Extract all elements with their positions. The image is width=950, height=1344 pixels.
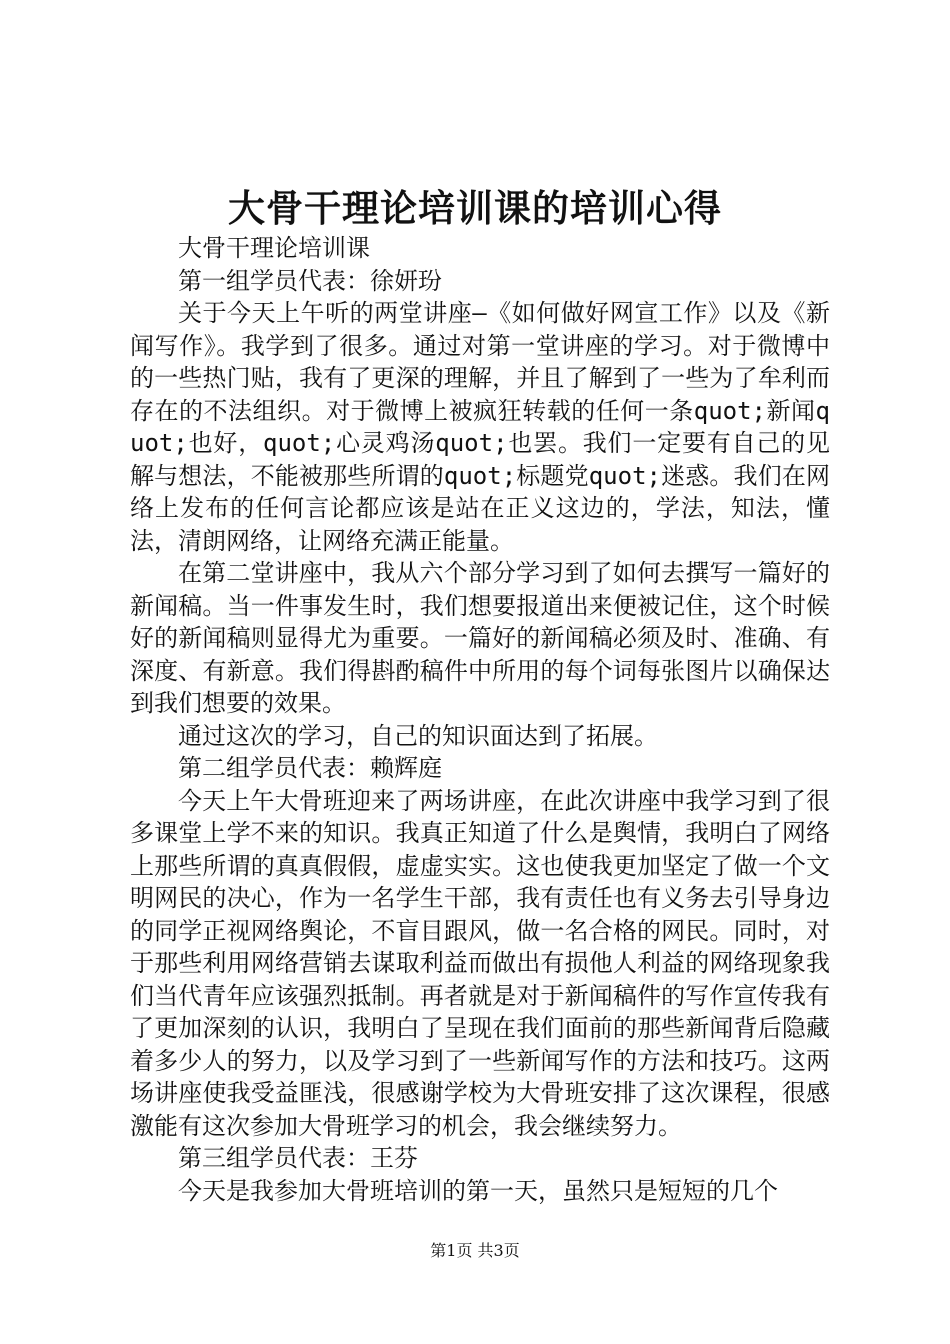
document-title: 大骨干理论培训课的培训心得 [228, 186, 722, 230]
paragraph-group3-representative: 第三组学员代表：王芬 [178, 1144, 418, 1172]
document-body [130, 232, 830, 1207]
paragraph-group3-content: 今天是我参加大骨班培训的第一天，虽然只是短短的几个 [178, 1176, 778, 1205]
paragraph-course-name: 大骨干理论培训课 [178, 234, 370, 262]
page-number-footer: 第1页 共3页 [430, 1241, 520, 1260]
paragraph-group1-representative: 第一组学员代表：徐妍玢 [178, 266, 442, 295]
paragraph-group2-content: 今天上午大骨班迎来了两场讲座，在此次讲座中我学习到了很多课堂上学不来的知识。我真正知道了什么是舆情，我明白了网络上那些所谓的真真假假，虚虚实实。这也使我更加坚定了做一个文明网民的决心，作为一名学生干部，我有责任也有义务去引导身边的同学正视网络舆论，不盲目跟风，做一名合格的网民。同时，对于那些利用网络营销去谋取利益而做出有损他人利益的网络现象我们当代青年应该强烈抵制。再者就是对于新闻稿件的写作宣传我有了更加深刻的认识，我明白了呈现在我们面前的那些新闻背后隐藏着多少人的努力，以及学习到了一些新闻写作的方法和技巧。这两场讲座使我受益匪浅，很感谢学校为大骨班安排了这次课程，很感激能有这次参加大骨班学习的机会，我会继续努力。 [130, 786, 830, 1140]
paragraph-group2-representative: 第二组学员代表：赖辉庭 [178, 754, 442, 782]
paragraph-group1-summary: 通过这次的学习，自己的知识面达到了拓展。 [178, 721, 658, 750]
paragraph-group1-lecture1: 关于今天上午听的两堂讲座—《如何做好网宣工作》以及《新闻写作》。我学到了很多。通过对第一堂讲座的学习。对于微博中的一些热门贴，我有了更深的理解，并且了解到了一些为了牟利而存在的不法组织。对于微博上被疯狂转载的任何一条quot;新闻quot;也好，quot;心灵鸡汤quot;也罢。我们一定要有自己的见解与想法，不能被那些所谓的quot;标题党quot;迷惑。我们在网络上发布的任何言论都应该是站在正义这边的，学法，知法，懂法，清朗网络，让网络充满正能量。 [130, 299, 830, 555]
paragraph-group1-lecture2: 在第二堂讲座中，我从六个部分学习到了如何去撰写一篇好的新闻稿。当一件事发生时，我们想要报道出来便被记住，这个时候好的新闻稿则显得尤为重要。一篇好的新闻稿必须及时、准确、有深度、有新意。我们得斟酌稿件中所用的每个词每张图片以确保达到我们想要的效果。 [130, 559, 830, 717]
